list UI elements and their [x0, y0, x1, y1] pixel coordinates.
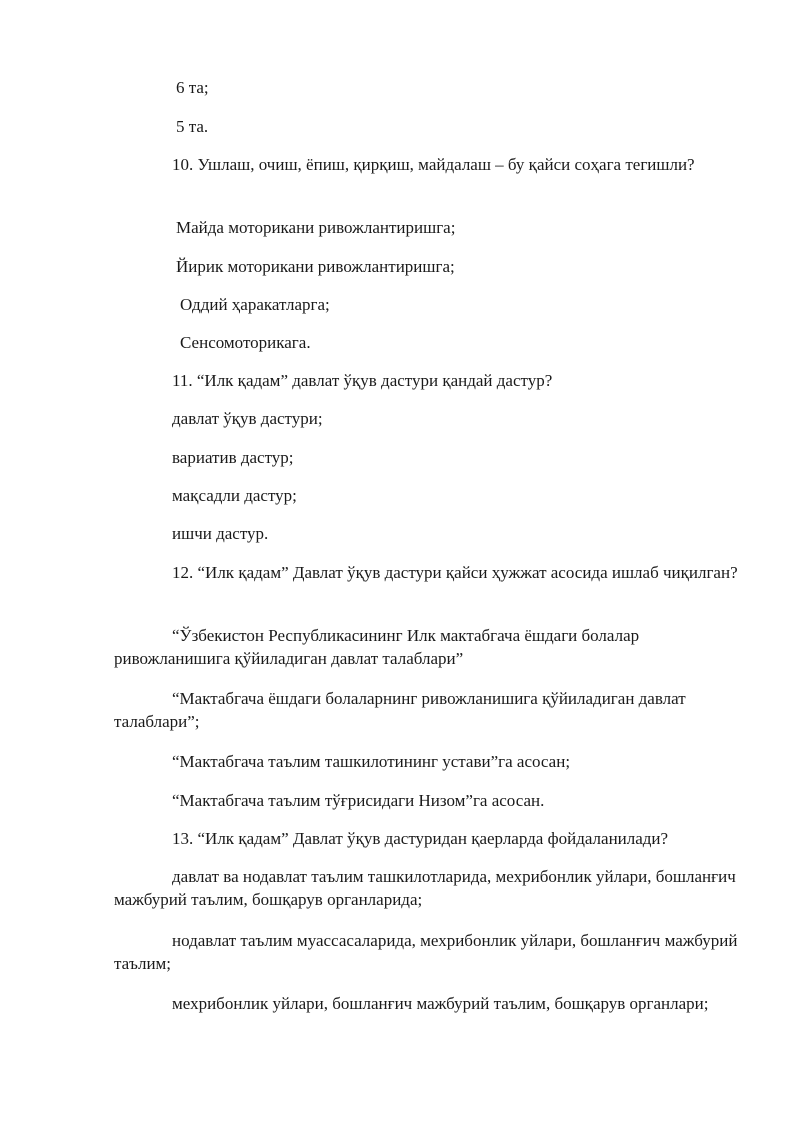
question-11: 11. “Илк қадам” давлат ўқув дастури қандай дастур?	[172, 371, 553, 390]
answer-option: “Мактабгача ёшдаги болаларнинг ривожланишига қўйиладиган давлат талаблари”;	[114, 689, 686, 731]
answer-option: нодавлат таълим муассасаларида, мехрибонлик уйлари, бошланғич мажбурий таълим;	[114, 931, 738, 973]
answer-option: давлат ва нодавлат таълим ташкилотларида, мехрибонлик уйлари, бошланғич мажбурий таълим, бошқарув органларида;	[114, 867, 736, 909]
answer-option: давлат ўқув дастури;	[172, 409, 323, 428]
answer-option: мехрибонлик уйлари, бошланғич мажбурий таълим, бошқарув органлари;	[172, 994, 709, 1013]
answer-option: вариатив дастур;	[172, 448, 294, 467]
question-10: 10. Ушлаш, очиш, ёпиш, қирқиш, майдалаш – бу қайси соҳага тегишли?	[172, 155, 695, 174]
answer-option: 6 та;	[176, 78, 209, 97]
answer-option: Майда моторикани ривожлантиришга;	[176, 218, 456, 237]
answer-option: “Мактабгача таълим ташкилотининг устави”га асосан;	[172, 752, 571, 771]
answer-option: 5 та.	[176, 117, 209, 136]
answer-option: ишчи дастур.	[172, 524, 269, 543]
answer-option: “Мактабгача таълим тўғрисидаги Низом”га асосан.	[172, 791, 545, 810]
answer-option: Йирик моторикани ривожлантиришга;	[176, 257, 455, 276]
answer-option: Сенсомоторикага.	[180, 333, 311, 352]
answer-option: мақсадли дастур;	[172, 486, 297, 505]
question-12: 12. “Илк қадам” Давлат ўқув дастури қайси ҳужжат асосида ишлаб чиқилган?	[172, 563, 738, 582]
answer-option: Оддий ҳаракатларга;	[180, 295, 330, 314]
question-13: 13. “Илк қадам” Давлат ўқув дастуридан қаерларда фойдаланилади?	[172, 829, 669, 848]
answer-option: “Ўзбекистон Республикасининг Илк мактабгача ёшдаги болалар ривожланишига қўйиладиган давлат талаблари”	[114, 626, 640, 668]
